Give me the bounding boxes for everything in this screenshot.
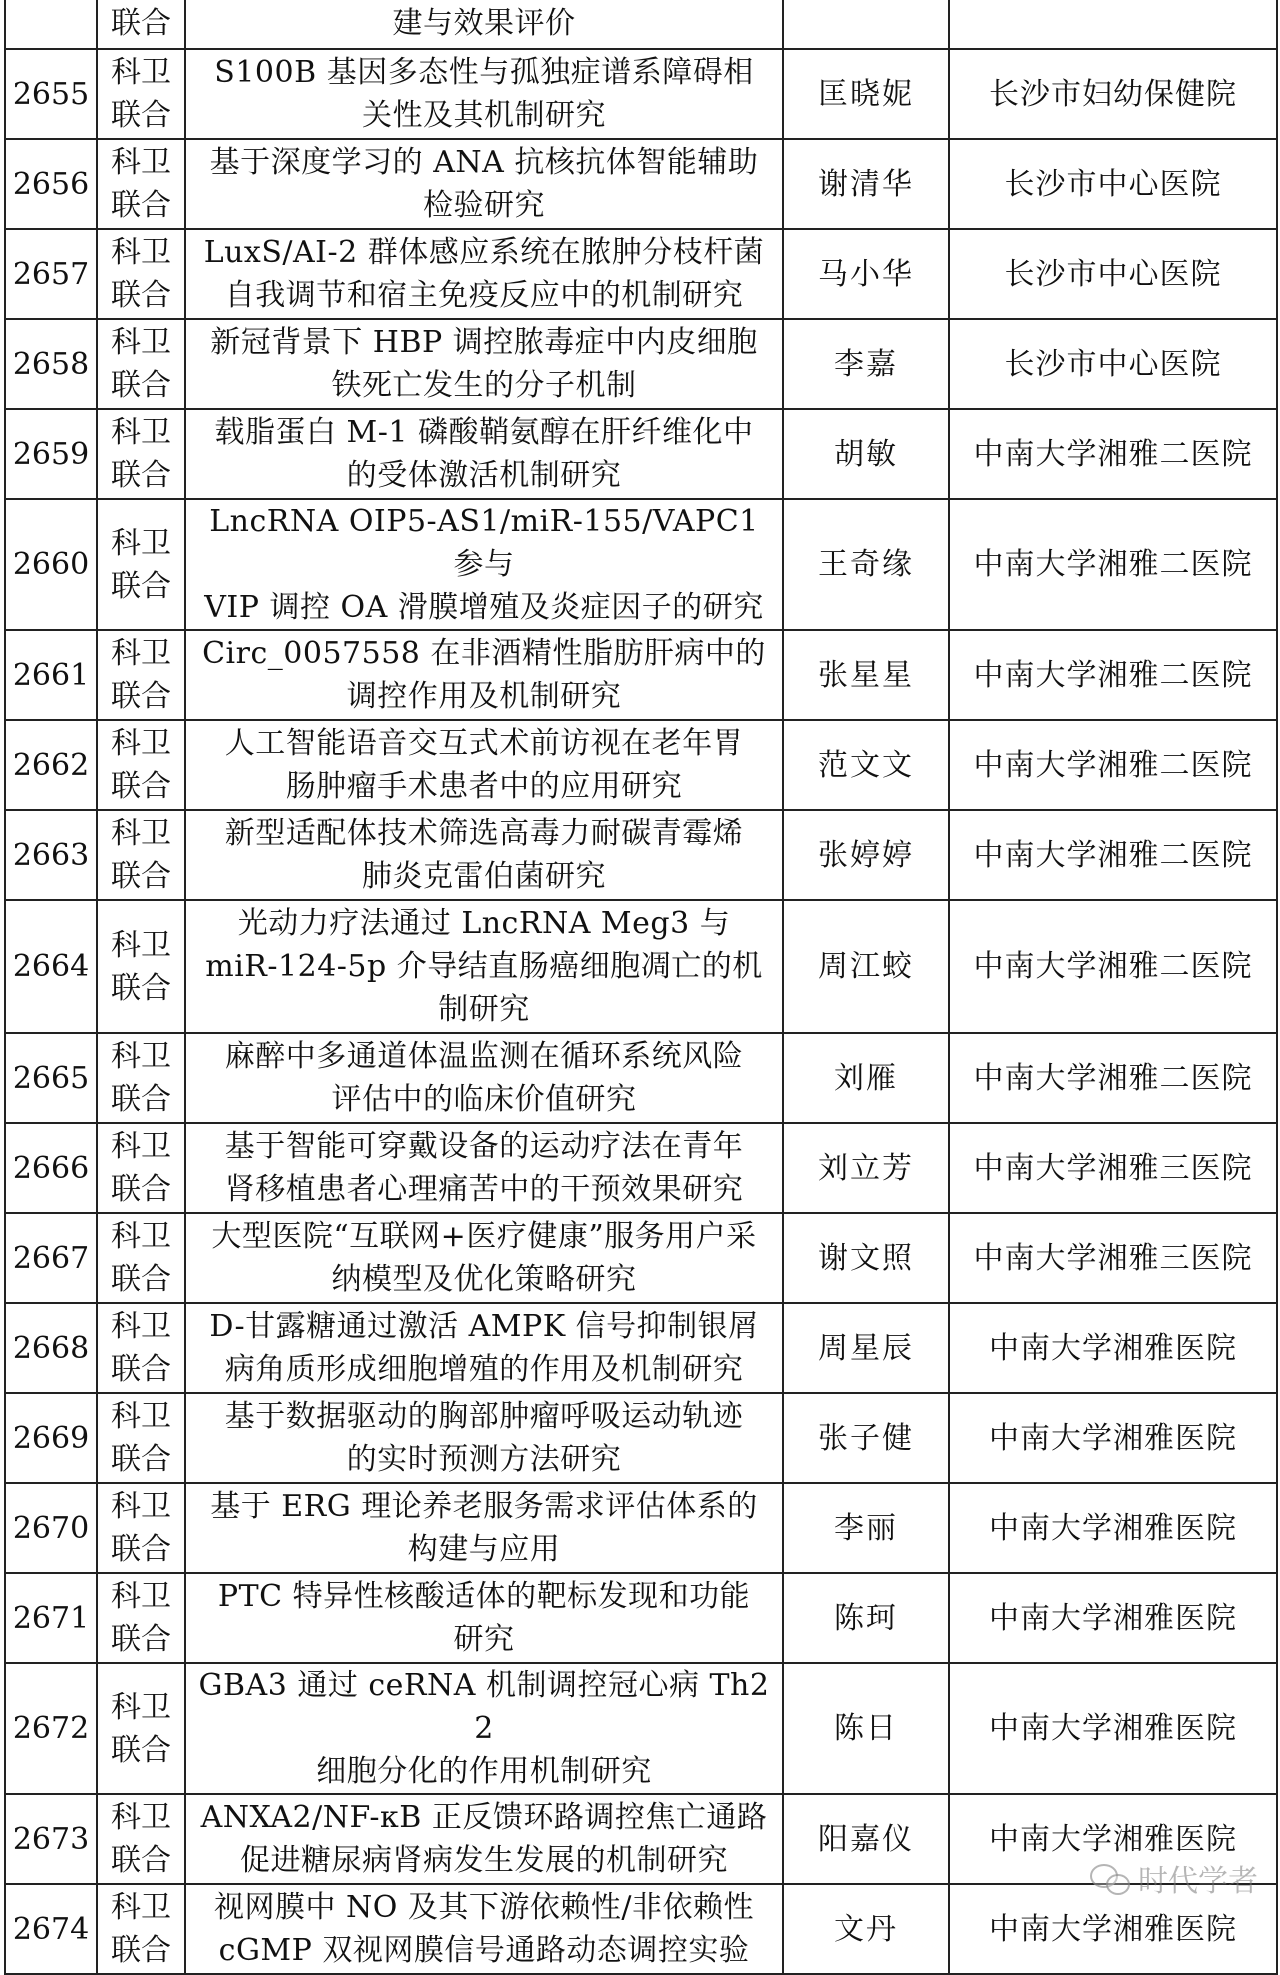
category-line: 联合 [111, 1933, 171, 1968]
organization-name: 中南大学湘雅二医院 [973, 657, 1253, 693]
cell-number [5, 499, 97, 630]
number-text: 2664 [12, 949, 90, 984]
organization-name: 中南大学湘雅二医院 [973, 1060, 1253, 1096]
category-line: 联合 [111, 1352, 171, 1387]
cell-organization [949, 1213, 1277, 1303]
cell-number [5, 1303, 97, 1393]
cell-organization [949, 1663, 1277, 1794]
cell-number [5, 409, 97, 499]
cell-number [5, 229, 97, 319]
table-row [5, 499, 1277, 630]
category-line: 科卫 [111, 726, 171, 761]
cell-organization [949, 499, 1277, 630]
cell-number [5, 1573, 97, 1663]
cell-organization [949, 319, 1277, 409]
category-line: 联合 [111, 859, 171, 894]
category-line: 联合 [111, 278, 171, 313]
person-name: 匡晓妮 [818, 76, 914, 112]
cell-category [97, 1123, 185, 1213]
cell-number [5, 0, 97, 49]
cell-category [97, 1884, 185, 1974]
organization-name: 长沙市中心医院 [1004, 346, 1222, 382]
person-name: 陈珂 [834, 1600, 898, 1636]
organization-name: 中南大学湘雅二医院 [973, 547, 1253, 582]
table-row [5, 1393, 1277, 1483]
title-line: 基于数据驱动的胸部肿瘤呼吸运动轨迹 [224, 1399, 744, 1434]
cell-person [783, 1794, 949, 1884]
cell-organization [949, 900, 1277, 1033]
organization-name: 中南大学湘雅医院 [989, 1510, 1237, 1546]
cell-title [185, 409, 783, 499]
number-text: 2666 [12, 1150, 90, 1186]
cell-category: 联合 [97, 0, 185, 49]
cell-person [783, 810, 949, 900]
title-line: PTC 特异性核酸适体的靶标发现和功能 [217, 1579, 751, 1614]
organization-name: 中南大学湘雅医院 [989, 1600, 1237, 1636]
project-table-body [5, 0, 1277, 1974]
category-line: 科卫 [111, 1399, 171, 1434]
title-line: 制研究 [438, 992, 530, 1027]
cell-category [97, 499, 185, 630]
table-row [5, 1213, 1277, 1303]
title-line: miR-124-5p 介导结直肠癌细胞凋亡的机 [205, 949, 763, 984]
cell-category [97, 1663, 185, 1794]
cell-number [5, 1884, 97, 1974]
person-name: 阳嘉仪 [818, 1821, 914, 1857]
cell-title [185, 1794, 783, 1884]
category-line: 科卫 [111, 1890, 171, 1925]
organization-name: 中南大学湘雅二医院 [973, 837, 1253, 873]
title-line: D-甘露糖通过激活 AMPK 信号抑制银屑 [209, 1309, 759, 1344]
title-line: 新冠背景下 HBP 调控脓毒症中内皮细胞 [210, 325, 758, 360]
cell-title: 建与效果评价 [185, 0, 783, 49]
organization-name: 中南大学湘雅医院 [989, 1821, 1237, 1857]
title-line: 构建与应用 [407, 1532, 561, 1567]
title-line: 铁死亡发生的分子机制 [331, 368, 637, 403]
cell-person [783, 0, 949, 49]
cell-person [783, 1303, 949, 1393]
category-line: 科卫 [111, 325, 171, 360]
cell-person [783, 49, 949, 139]
number-text: 2672 [12, 1711, 90, 1746]
number-text: 2667 [12, 1240, 90, 1276]
title-line: Circ_0057558 在非酒精性脂肪肝病中的 [202, 636, 766, 671]
cell-category [97, 1393, 185, 1483]
cell-organization [949, 409, 1277, 499]
cell-person [783, 1033, 949, 1123]
number-text: 2658 [12, 346, 90, 382]
number-text: 2671 [12, 1600, 90, 1636]
cell-title [185, 1573, 783, 1663]
cell-organization [949, 229, 1277, 319]
category-line: 科卫 [111, 1039, 171, 1074]
table-row [5, 229, 1277, 319]
cell-category [97, 49, 185, 139]
category-line: 科卫 [111, 1219, 171, 1254]
cell-person [783, 319, 949, 409]
title-line: 促进糖尿病肾病发生发展的机制研究 [240, 1843, 728, 1878]
table-row [5, 630, 1277, 720]
cell-organization [949, 630, 1277, 720]
person-name: 文丹 [834, 1911, 898, 1947]
number-text: 2670 [12, 1510, 90, 1546]
organization-name: 长沙市妇幼保健院 [989, 76, 1237, 112]
title-line: 纳模型及优化策略研究 [331, 1262, 637, 1297]
cell-number [5, 319, 97, 409]
cell-category [97, 229, 185, 319]
table-row [5, 1663, 1277, 1794]
category-line: 联合 [111, 1843, 171, 1878]
cell-number [5, 1033, 97, 1123]
organization-name: 长沙市中心医院 [1004, 166, 1222, 202]
title-line: 的实时预测方法研究 [346, 1442, 622, 1477]
category-line: 联合 [111, 1532, 171, 1567]
organization-name: 中南大学湘雅二医院 [973, 436, 1253, 472]
cell-category [97, 810, 185, 900]
cell-category [97, 1213, 185, 1303]
title-line: LuxS/AI-2 群体感应系统在脓肿分枝杆菌 [203, 235, 765, 270]
category-line: 联合 [111, 1732, 171, 1768]
category-line: 科卫 [111, 1129, 171, 1164]
cell-organization [949, 0, 1277, 49]
category-line: 科卫 [111, 636, 171, 671]
category-line: 联合 [111, 1262, 171, 1297]
cell-category [97, 1033, 185, 1123]
cell-category [97, 900, 185, 1033]
organization-name: 中南大学湘雅三医院 [973, 1240, 1253, 1276]
number-text: 2674 [12, 1911, 90, 1947]
title-line: 肠肿瘤手术患者中的应用研究 [285, 769, 683, 804]
cell-person [783, 1884, 949, 1974]
title-line: 载脂蛋白 M-1 磷酸鞘氨醇在肝纤维化中 [214, 415, 754, 450]
title-line: 自我调节和宿主免疫反应中的机制研究 [224, 278, 744, 313]
title-line: VIP 调控 OA 滑膜增殖及炎症因子的研究 [204, 590, 764, 625]
cell-number [5, 1213, 97, 1303]
category-line: 科卫 [111, 1309, 171, 1344]
title-line: 的受体激活机制研究 [346, 458, 622, 493]
organization-name: 中南大学湘雅医院 [989, 1911, 1237, 1947]
title-line: 病角质形成细胞增殖的作用及机制研究 [224, 1352, 744, 1387]
cell-number [5, 720, 97, 810]
person-name: 谢清华 [818, 166, 914, 202]
cell-person [783, 720, 949, 810]
cell-number [5, 139, 97, 229]
cell-organization [949, 1794, 1277, 1884]
organization-name: 中南大学湘雅医院 [989, 1330, 1237, 1366]
table-row-continued [5, 0, 1277, 49]
organization-name: 中南大学湘雅二医院 [973, 949, 1253, 984]
person-name: 张婷婷 [818, 837, 914, 873]
title-line: LncRNA OIP5-AS1/miR-155/VAPC1 参与 [209, 504, 759, 582]
cell-category [97, 139, 185, 229]
cell-title [185, 1483, 783, 1573]
cell-organization [949, 139, 1277, 229]
cell-title [185, 1213, 783, 1303]
cell-title [185, 1303, 783, 1393]
organization-name: 中南大学湘雅医院 [989, 1711, 1237, 1746]
category-line: 联合 [111, 1172, 171, 1207]
cell-person [783, 900, 949, 1033]
cell-person [783, 409, 949, 499]
cell-organization [949, 1303, 1277, 1393]
person-name: 周江蛟 [818, 949, 914, 984]
watermark-text: 时代学者 [1138, 1864, 1258, 1899]
table-row [5, 1884, 1277, 1974]
number-text: 2655 [12, 76, 90, 112]
number-text: 2669 [12, 1420, 90, 1456]
category-line: 科卫 [111, 816, 171, 851]
category-line: 联合 [111, 1442, 171, 1477]
number-text: 2657 [12, 256, 90, 292]
cell-number [5, 49, 97, 139]
person-name: 谢文照 [818, 1240, 914, 1276]
cell-title [185, 229, 783, 319]
cell-organization [949, 1123, 1277, 1213]
person-name: 陈日 [834, 1711, 898, 1746]
table-row [5, 49, 1277, 139]
category-line: 科卫 [111, 55, 171, 90]
title-line: S100B 基因多态性与孤独症谱系障碍相 [214, 55, 754, 90]
title-line: 评估中的临床价值研究 [331, 1082, 637, 1117]
cell-title [185, 49, 783, 139]
table-row [5, 409, 1277, 499]
cell-title [185, 1123, 783, 1213]
cell-title [185, 720, 783, 810]
category-line: 科卫 [111, 235, 171, 270]
number-text: 2660 [12, 547, 90, 582]
category-line: 科卫 [111, 1689, 171, 1725]
table-row [5, 1033, 1277, 1123]
person-name: 刘立芳 [818, 1150, 914, 1186]
title-line: 光动力疗法通过 LncRNA Meg3 与 [237, 906, 731, 941]
person-name: 刘雁 [834, 1060, 898, 1096]
cell-number [5, 1663, 97, 1794]
person-name: 张星星 [818, 657, 914, 693]
cell-organization [949, 720, 1277, 810]
cell-organization [949, 810, 1277, 900]
cell-number [5, 630, 97, 720]
table-row [5, 810, 1277, 900]
category-line: 科卫 [111, 927, 171, 963]
title-line: 基于深度学习的 ANA 抗核抗体智能辅助 [209, 145, 759, 180]
category-line: 科卫 [111, 1489, 171, 1524]
title-line: 基于智能可穿戴设备的运动疗法在青年 [224, 1129, 744, 1164]
category-line: 联合 [111, 458, 171, 493]
number-text: 2662 [12, 747, 90, 783]
organization-name: 长沙市中心医院 [1004, 256, 1222, 292]
title-line: 关性及其机制研究 [362, 98, 606, 133]
table-row [5, 1573, 1277, 1663]
cell-title [185, 900, 783, 1033]
title-line: GBA3 通过 ceRNA 机制调控冠心病 Th22 [198, 1668, 770, 1746]
cell-category [97, 630, 185, 720]
category-line: 联合 [111, 769, 171, 804]
cell-person [783, 1393, 949, 1483]
cell-person [783, 499, 949, 630]
title-line: 视网膜中 NO 及其下游依赖性/非依赖性 [213, 1890, 755, 1925]
person-name: 周星辰 [818, 1330, 914, 1366]
person-name: 王奇缘 [818, 547, 914, 582]
table-row [5, 319, 1277, 409]
cell-organization [949, 1033, 1277, 1123]
cell-category [97, 1483, 185, 1573]
title-line: 大型医院“互联网+医疗健康”服务用户采 [211, 1219, 757, 1254]
cell-person [783, 1573, 949, 1663]
cell-title [185, 1033, 783, 1123]
number-text: 2665 [12, 1060, 90, 1096]
number-text: 2673 [12, 1821, 90, 1857]
number-text: 2656 [12, 166, 90, 202]
cell-category [97, 1794, 185, 1884]
cell-title [185, 139, 783, 229]
cell-category [97, 409, 185, 499]
person-name: 胡敏 [834, 436, 898, 472]
cell-title [185, 1663, 783, 1794]
table-row [5, 1794, 1277, 1884]
cell-organization [949, 49, 1277, 139]
category-line: 科卫 [111, 525, 171, 561]
category-line: 科卫 [111, 415, 171, 450]
cell-title [185, 1393, 783, 1483]
cell-title [185, 630, 783, 720]
title-line: 检验研究 [423, 188, 545, 223]
table-row [5, 1123, 1277, 1213]
person-name: 李嘉 [834, 346, 898, 382]
cell-person [783, 1663, 949, 1794]
category-line: 联合 [111, 98, 171, 133]
category-line: 联合 [111, 970, 171, 1006]
table-row [5, 139, 1277, 229]
cell-number [5, 1483, 97, 1573]
title-line: 肾移植患者心理痛苦中的干预效果研究 [224, 1172, 744, 1207]
number-text: 2668 [12, 1330, 90, 1366]
cell-number [5, 900, 97, 1033]
table-row [5, 900, 1277, 1033]
cell-person [783, 229, 949, 319]
category-line: 联合 [111, 368, 171, 403]
table-row [5, 1303, 1277, 1393]
cell-category [97, 319, 185, 409]
cell-category [97, 1303, 185, 1393]
category-line: 联合 [111, 1622, 171, 1657]
person-name: 李丽 [834, 1510, 898, 1546]
organization-name: 中南大学湘雅医院 [989, 1420, 1237, 1456]
number-text: 2659 [12, 436, 90, 472]
title-line: cGMP 双视网膜信号通路动态调控实验 [218, 1933, 750, 1968]
title-line: 肺炎克雷伯菌研究 [362, 859, 606, 894]
cell-organization [949, 1393, 1277, 1483]
cell-number [5, 1123, 97, 1213]
cell-organization [949, 1573, 1277, 1663]
cell-number [5, 810, 97, 900]
title-line: ANXA2/NF-κB 正反馈环路调控焦亡通路 [200, 1800, 768, 1835]
category-line: 科卫 [111, 145, 171, 180]
category-line: 联合 [111, 1082, 171, 1117]
table-row [5, 720, 1277, 810]
category-line: 联合 [111, 679, 171, 714]
category-line: 科卫 [111, 1800, 171, 1835]
cell-title [185, 499, 783, 630]
project-table [4, 0, 1278, 1975]
category-line: 联合 [111, 188, 171, 223]
cell-number [5, 1794, 97, 1884]
title-line: 人工智能语音交互式术前访视在老年胃 [224, 726, 744, 761]
title-line: 研究 [453, 1622, 515, 1657]
cell-number [5, 1393, 97, 1483]
person-name: 范文文 [818, 747, 914, 783]
organization-name: 中南大学湘雅三医院 [973, 1150, 1253, 1186]
cell-title [185, 810, 783, 900]
cell-category [97, 1573, 185, 1663]
cell-person [783, 139, 949, 229]
person-name: 马小华 [818, 256, 914, 292]
title-line: 新型适配体技术筛选高毒力耐碳青霉烯 [224, 816, 744, 851]
number-text: 2663 [12, 837, 90, 873]
organization-name: 中南大学湘雅二医院 [973, 747, 1253, 783]
category-line: 科卫 [111, 1579, 171, 1614]
cell-person [783, 1123, 949, 1213]
number-text: 2661 [12, 657, 90, 693]
cell-category [97, 720, 185, 810]
cell-person [783, 1483, 949, 1573]
title-line: 麻醉中多通道体温监测在循环系统风险 [224, 1039, 744, 1074]
cell-title [185, 319, 783, 409]
table-row [5, 1483, 1277, 1573]
cell-organization [949, 1884, 1277, 1974]
cell-organization [949, 1483, 1277, 1573]
cell-person [783, 1213, 949, 1303]
cell-person [783, 630, 949, 720]
title-line: 细胞分化的作用机制研究 [316, 1754, 652, 1789]
category-line: 联合 [111, 568, 171, 604]
cell-title [185, 1884, 783, 1974]
title-line: 基于 ERG 理论养老服务需求评估体系的 [210, 1489, 758, 1524]
title-line: 调控作用及机制研究 [346, 679, 622, 714]
person-name: 张子健 [818, 1420, 914, 1456]
